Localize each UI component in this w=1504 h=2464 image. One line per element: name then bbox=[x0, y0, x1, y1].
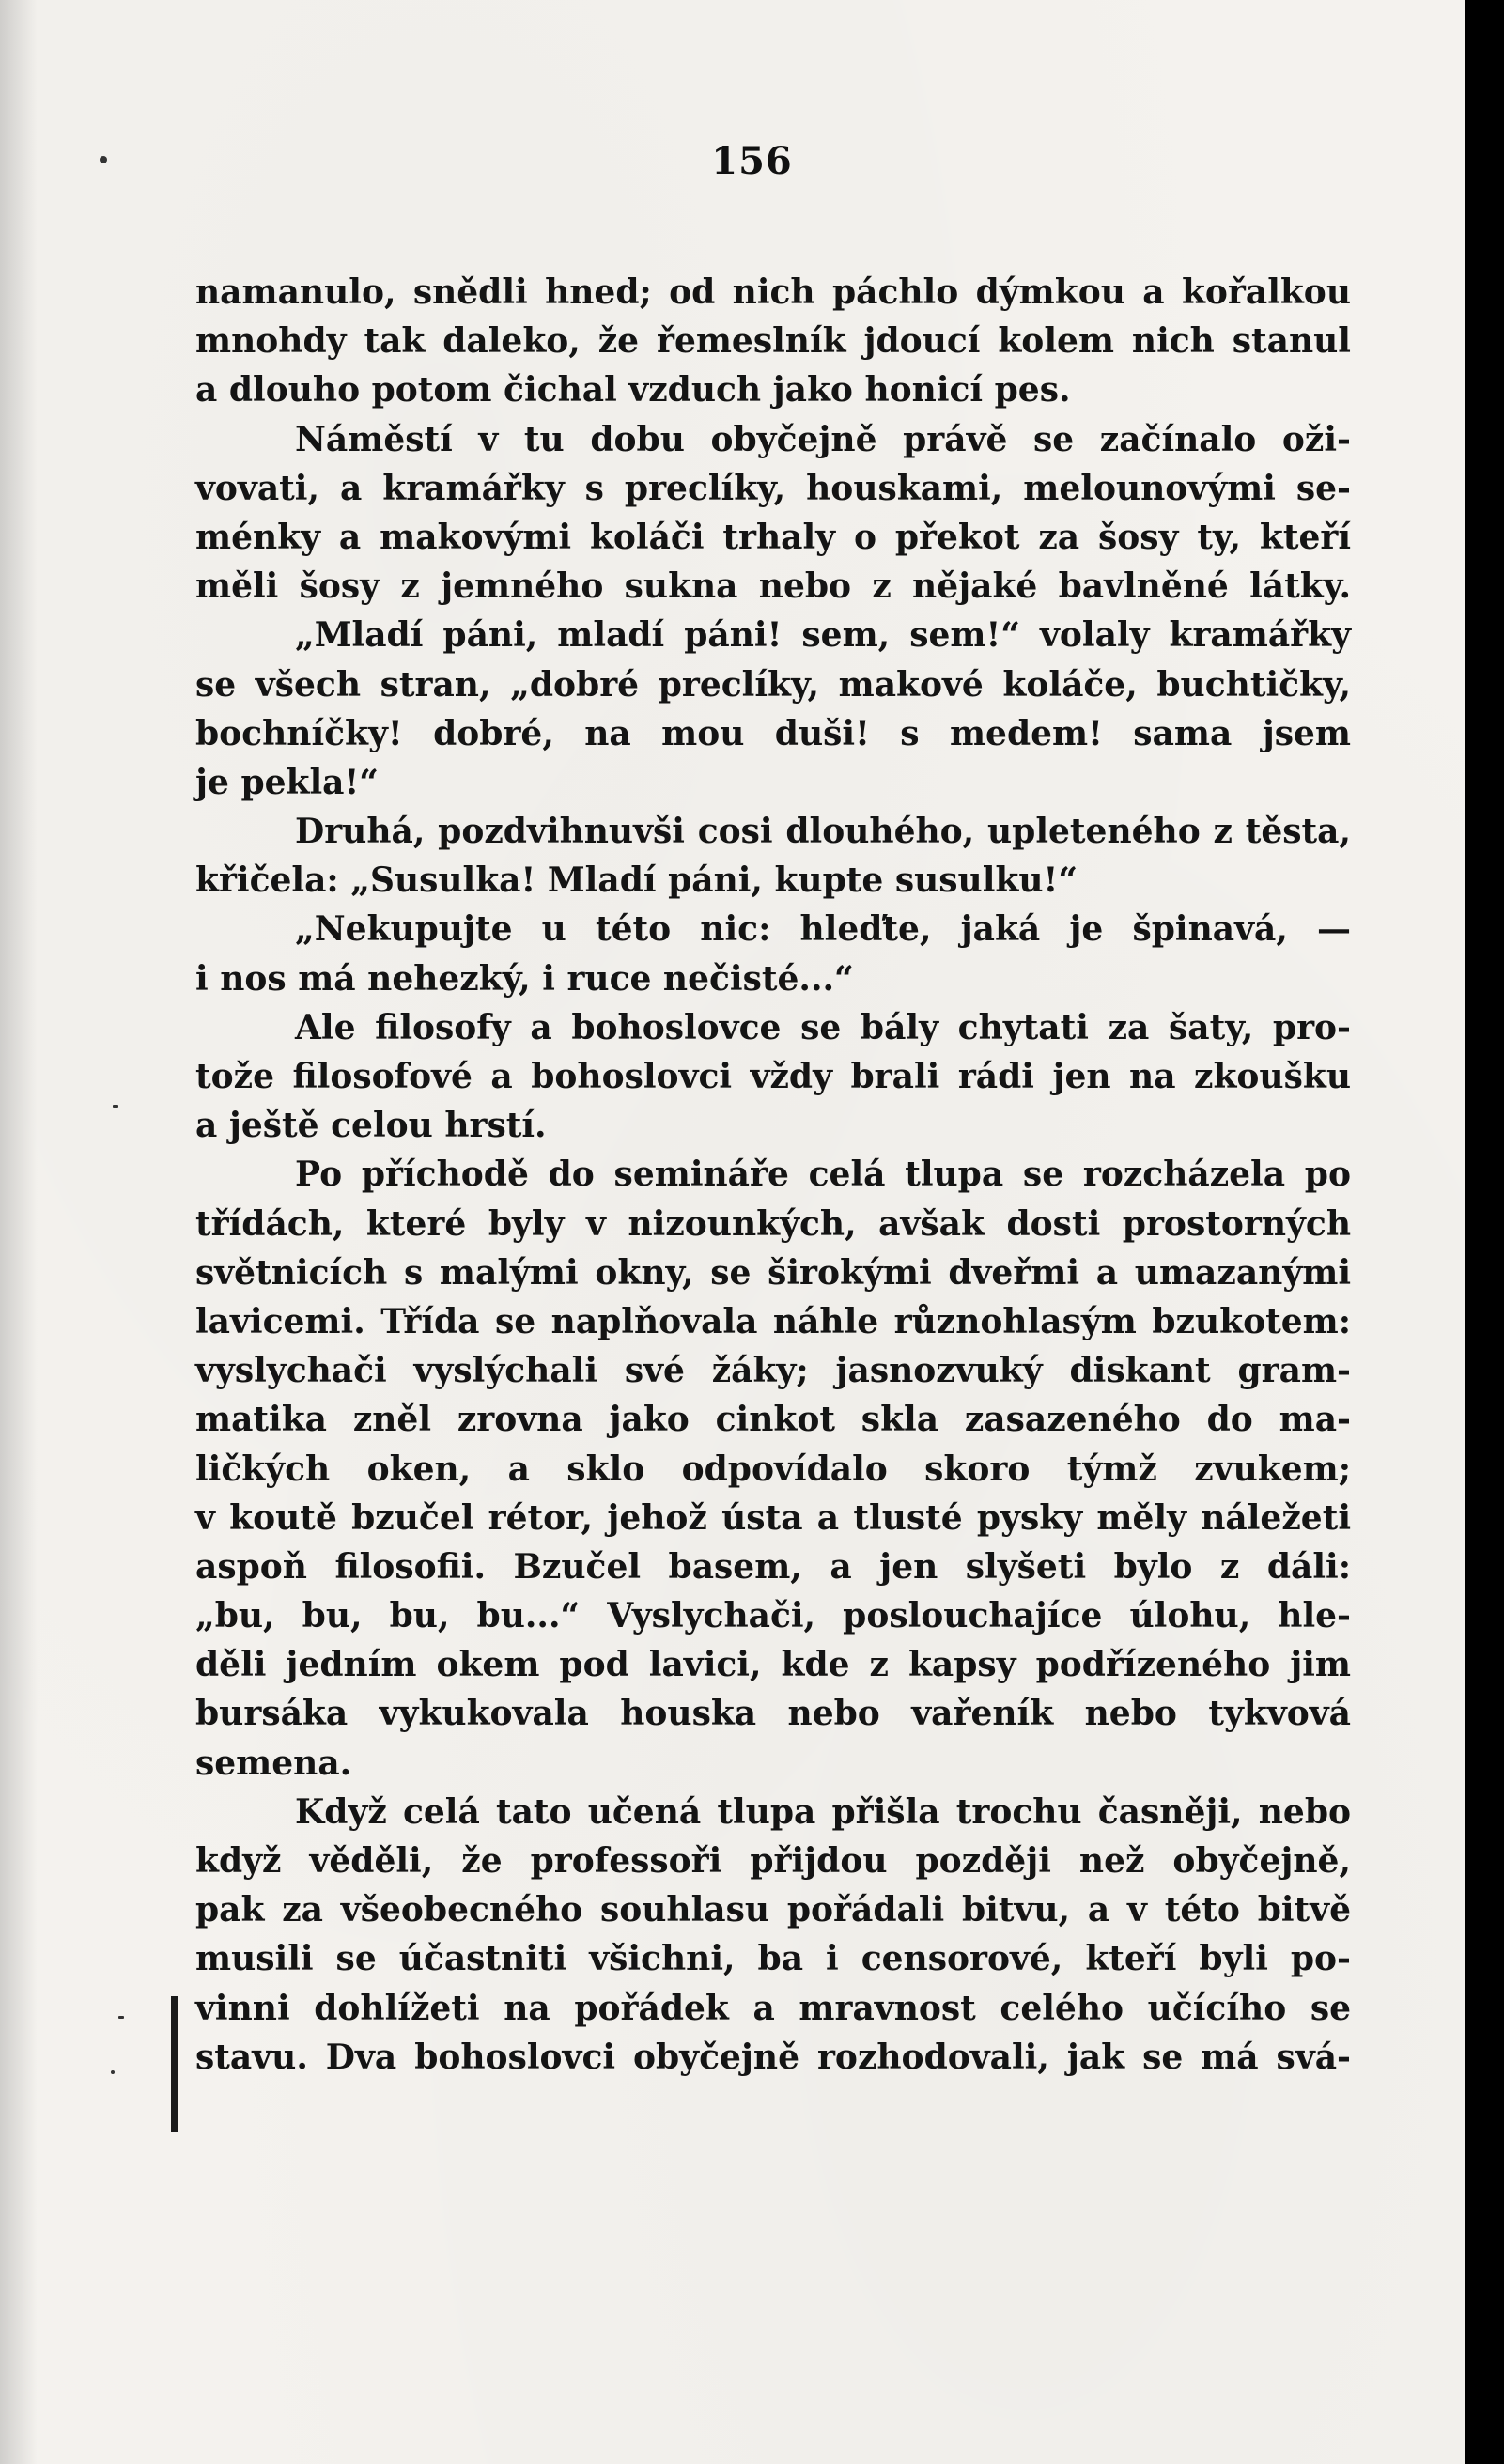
print-speck bbox=[113, 1105, 118, 1108]
text-line: křičela: „Susulka! Mladí páni, kupte susulku!“ bbox=[195, 860, 1078, 901]
text-line: a ještě celou hrstí. bbox=[195, 1106, 547, 1146]
text-line: „Nekupujte u této nic: hleďte, jaká je špinavá, — bbox=[295, 909, 1351, 950]
text-line: a dlouho potom čichal vzduch jako honicí pes. bbox=[195, 370, 1071, 411]
text-line: se všech stran, „dobré preclíky, makové koláče, buchtičky, bbox=[195, 664, 1351, 705]
text-line: v koutě bzučel rétor, jehož ústa a tlusté pysky měly náležeti bbox=[195, 1497, 1351, 1538]
text-line: Když celá tato učená tlupa přišla trochu časněji, nebo bbox=[295, 1791, 1351, 1832]
text-line: ličkých oken, a sklo odpovídalo skoro týmž zvukem; bbox=[195, 1449, 1351, 1489]
text-line: ménky a makovými koláči trhaly o překot za šosy ty, kteří bbox=[195, 517, 1351, 557]
text-line: semena. bbox=[195, 1743, 352, 1783]
text-line: musili se účastniti všichni, ba i censorové, kteří byli po- bbox=[195, 1939, 1351, 1979]
text-line: světnicích s malými okny, se širokými dveřmi a umazanými bbox=[195, 1252, 1351, 1293]
text-line: třídách, které byly v nizounkých, avšak dosti prostorných bbox=[195, 1203, 1351, 1244]
text-line: namanulo, snědli hned; od nich páchlo dýmkou a kořalkou bbox=[195, 272, 1351, 312]
text-line: aspoň filosofii. Bzučel basem, a jen slyšeti bylo z dáli: bbox=[195, 1546, 1351, 1587]
body-text bbox=[195, 268, 1351, 2082]
text-line: i nos má nehezký, i ruce nečisté...“ bbox=[195, 958, 854, 999]
text-line: Druhá, pozdvihnuvši cosi dlouhého, upleteného z těsta, bbox=[295, 812, 1351, 852]
text-line: tože filosofové a bohoslovci vždy brali rádi jen na zkoušku bbox=[195, 1057, 1351, 1096]
text-line: lavicemi. Třída se naplňovala náhle různohlasým bzukotem: bbox=[195, 1301, 1351, 1341]
text-line: Po příchodě do semináře celá tlupa se rozcházela po bbox=[295, 1155, 1351, 1195]
text-line: bochníčky! dobré, na mou duši! s medem! sama jsem bbox=[195, 713, 1351, 753]
print-speck bbox=[118, 2016, 124, 2019]
text-line: bursáka vykukovala houska nebo vařeník nebo tykvová bbox=[195, 1694, 1351, 1734]
text-line: vyslychači vyslýchali své žáky; jasnozvuký diskant gram- bbox=[195, 1351, 1351, 1391]
print-speck bbox=[100, 156, 107, 163]
print-speck bbox=[111, 2070, 115, 2074]
text-line: Ale filosofy a bohoslovce se bály chytati za šaty, pro- bbox=[295, 1007, 1351, 1047]
text-line: Náměstí v tu dobu obyčejně právě se začínalo oži- bbox=[295, 419, 1351, 459]
text-line: vovati, a kramářky s preclíky, houskami, melounovými se- bbox=[195, 468, 1351, 508]
page-edge-shadow bbox=[0, 0, 38, 2464]
text-line: když věděli, že professoři přijdou později než obyčejně, bbox=[195, 1841, 1351, 1881]
text-line: vinni dohlížeti na pořádek a mravnost celého učícího se bbox=[195, 1988, 1351, 2028]
text-line: děli jedním okem pod lavici, kde z kapsy podřízeného jim bbox=[195, 1645, 1351, 1685]
margin-mark bbox=[171, 1996, 178, 2132]
text-line: je pekla!“ bbox=[195, 762, 379, 802]
text-line: pak za všeobecného souhlasu pořádali bitvu, a v této bitvě bbox=[195, 1890, 1351, 1930]
page-number: 156 bbox=[711, 139, 793, 183]
text-line: „bu, bu, bu, bu...“ Vyslychači, poslouchajíce úlohu, hle- bbox=[195, 1596, 1351, 1636]
text-line: stavu. Dva bohoslovci obyčejně rozhodovali, jak se má svá- bbox=[195, 2037, 1351, 2077]
text-line: „Mladí páni, mladí páni! sem, sem!“ volaly kramářky bbox=[295, 615, 1351, 656]
text-line: matika zněl zrovna jako cinkot skla zasazeného do ma- bbox=[195, 1400, 1351, 1440]
text-line: mnohdy tak daleko, že řemeslník jdoucí kolem nich stanul bbox=[195, 321, 1351, 362]
text-line: měli šosy z jemného sukna nebo z nějaké bavlněné látky. bbox=[195, 566, 1351, 607]
